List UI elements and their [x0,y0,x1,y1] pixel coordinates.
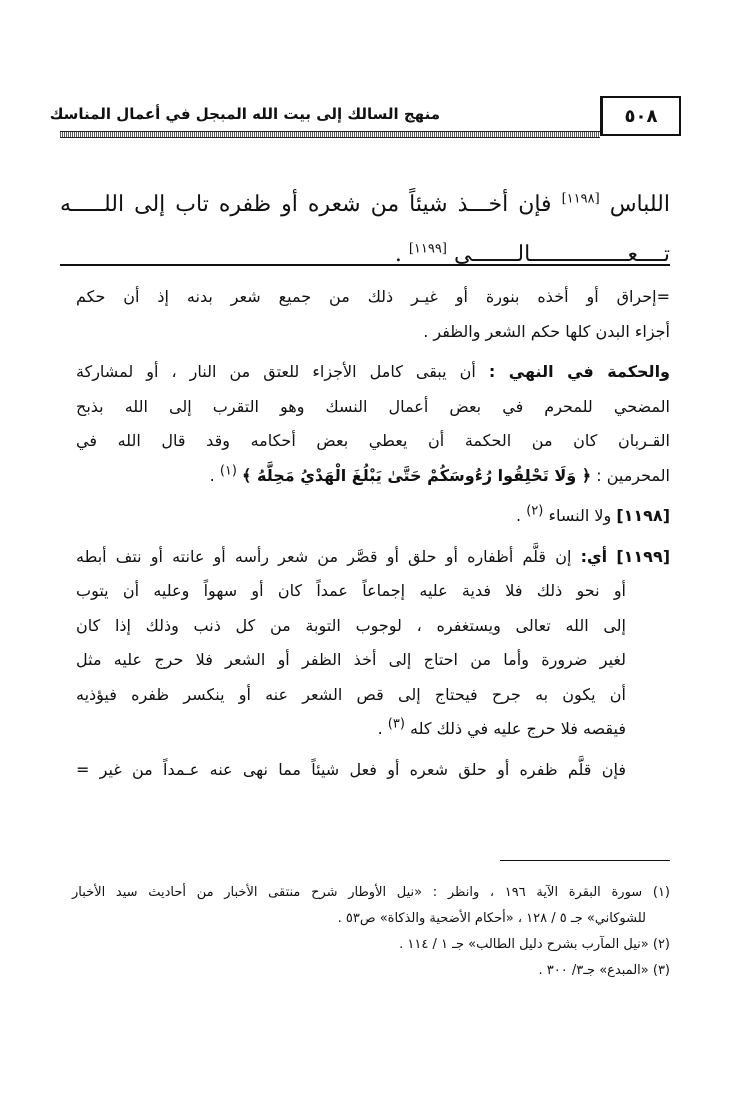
commentary-line: [١١٩٨] ولا النساء $^{(٢)}$ . [516,503,670,525]
footnote-2: (٢) «نيل المآرب بشرح دليل الطالب» جـ ١ / ١١٤ . [399,937,670,952]
main-line-1-post: فإن أخـــذ شيئاً من شعره أو ظفره تاب إلى اللـــــه [60,192,552,217]
commentary-line: المضحي للمحرم في بعض أعمال النسك وهو التقرب إلى الله بذبح [76,396,670,416]
section-number-1199: [١١٩٩] [616,546,671,566]
commentary-text: أن يبقى كامل الأجزاء للعتق من النار ، أو لمشاركة [76,362,476,381]
quran-quote: ﴿ وَلَا تَحْلِقُوا رُءُوسَكُمْ حَتَّىٰ يَبْلُغَ الْهَدْيُ مَحِلَّهُ ﴾ [242,465,592,485]
main-line-1-pre: اللباس [609,192,670,217]
commentary-paragraph-1 [76,280,670,349]
commentary-text: إن قلَّم أظفاره أو حلق أو قصَّر من شعر رأسه أو عانته أو نتف أبطه [76,546,572,566]
commentary-line: لغير ضرورة وأما من احتاج إلى أخذ الظفر أو الشعر فلا حرج عليه مثل [76,650,626,669]
footnote-3: (٣) «المبدع» جـ٣/ ٣٠٠ . [538,963,670,978]
main-line-2-post: . [394,242,402,267]
main-line-1 [60,180,670,230]
commentary-text: المحرمين : [596,465,670,485]
commentary-line: المحرمين : ﴿ وَلَا تَحْلِقُوا رُءُوسَكُمْ حَتَّىٰ يَبْلُغَ الْهَدْيُ مَحِلَّهُ ﴾ $^{(١)}$ . [209,463,670,485]
running-header-title: منهج السالك إلى بيت الله المبجل في أعمال المناسك [49,105,440,123]
commentary-paragraph-2 [76,355,670,493]
footnote-ref-1198: [١١٩٨] [561,191,600,207]
footnotes [72,880,670,984]
commentary-paragraph-3 [76,499,670,534]
commentary-line: فيقصه فلا حرج عليه في ذلك كله $^{(٣)}$ . [377,716,626,738]
page-number: ٥٠٨ [624,105,658,127]
ay-label: أي: [580,546,608,566]
section-number-1198: [١١٩٨] [616,506,670,525]
commentary-line: أو نحو ذلك فلا فدية عليه إجماعاً عمداً كان أو سهواً وعليه أن يتوب [76,581,626,600]
commentary-line [76,540,670,575]
main-line-2-pre: تــــعـــــــــــــــالـــــــى [453,242,670,267]
commentary-line: القـربان كان من الحكمة أن يعطي بعض أحكامه وقد قال الله في [76,431,670,450]
commentary-line: أن يكون به جرح فيحتاج إلى قص الشعر عنه أو ينكسر ظفره فيؤذيه [76,684,626,704]
commentary-text: فيقصه فلا حرج عليه في ذلك كله [410,719,626,738]
commentary-text: ولا النساء [548,506,612,525]
footnote-rule [500,860,670,861]
footnote-marker-3: (٣) [387,716,405,732]
commentary [76,280,670,787]
commentary-paragraph-4 [76,540,670,747]
matn-commentary-divider [60,264,670,266]
commentary-line: فإن قلَّم ظفره أو حلق شعره أو فعل شيئاً مما نهى عنه عـمداً من غير = [76,759,626,779]
commentary-line: أجزاء البدن كلها حكم الشعر والظفر . [423,321,670,341]
commentary-line: إلى الله تعالى ويستغفره ، لوجوب التوبة من كل ذنب وذلك إذا كان [76,615,626,635]
commentary-line [76,355,670,390]
commentary-paragraph-5 [76,753,670,788]
footnote-1: (١) سورة البقرة الآية ١٩٦ ، وانظر : «نيل الأوطار شرح منتقى الأخبار من أحاديث سيد الأخبار [72,885,670,900]
footnote-ref-1199: [١١٩٩] [408,241,447,257]
hikma-label: والحكمة في النهي : [488,362,670,381]
main-line-2 [60,230,670,280]
footnote-1-continued: للشوكاني» جـ ٥ / ١٢٨ ، «أحكام الأضحية والذكاة» ص٥٣ . [337,911,646,926]
commentary-line: =إحراق أو أخذه بنورة أو غيـر ذلك من جميع شعر بدنه إذ أن حكم [76,287,670,306]
page-number-box [600,96,681,136]
header-rule [60,131,600,138]
footnote-marker-2: (٢) [526,503,544,519]
footnote-marker-1: (١) [219,463,237,479]
